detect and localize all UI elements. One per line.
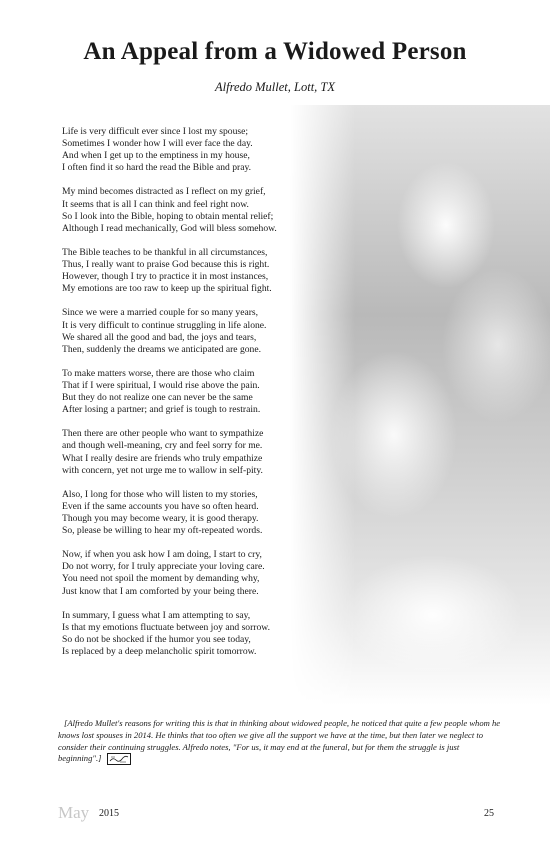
poem-line: We shared all the good and bad, the joys and tears, [62,331,257,343]
poem-line: What I really desire are friends who truly empathize [62,452,263,464]
poem-stanza [62,610,362,658]
page-number: 25 [484,808,494,819]
footer-year: 2015 [99,808,119,819]
poem-line: After losing a partner; and grief is tough to restrain. [62,404,261,416]
poem-body [62,126,362,670]
poem-line: However, though I try to practice it in most instances, [62,271,269,283]
poem-line: That if I were spiritual, I would rise above the pain. [62,379,260,391]
poem-line: Is replaced by a deep melancholic spirit tomorrow. [62,646,257,658]
poem-line: Then, suddenly the dreams we anticipated are gone. [62,343,261,355]
poem-line: Though you may become weary, it is good therapy. [62,513,259,524]
poem-line: Although I read mechanically, God will bless somehow. [62,222,277,234]
poem-line: Thus, I really want to praise God because this is right. [62,259,270,271]
poem-line: So I look into the Bible, hoping to obtain mental relief; [62,210,274,222]
poem-line: Also, I long for those who will listen to my stories, [62,488,258,500]
poem-line: But they do not realize one can never be the same [62,392,253,404]
poem-line: To make matters worse, there are those who claim [62,367,255,379]
author-note-text: [Alfredo Mullet's reasons for writing this is that in thinking about widowed people, he noticed that quite a few people whom he knows lost spouses in 2014. He thinks that too often we give all the support we have at the time, but then later we neglect to consider their continuing struggles. Alfredo notes, "For us, it may end at the funeral, but for them the struggle is just beginning".] [58,718,501,764]
poem-line: It seems that is all I can think and feel right now. [62,198,249,210]
poem-line: and though well-meaning, cry and feel sorry for me. [62,440,263,452]
poem-stanza [62,307,362,355]
author-note [58,718,504,765]
poem-line: Do not worry, for I truly appreciate your loving care. [62,561,265,573]
poem-line: with concern, yet not urge me to wallow in self-pity. [62,464,263,476]
article-title: An Appeal from a Widowed Person [83,38,467,65]
poem-stanza [62,186,362,234]
poem-line: Life is very difficult ever since I lost my spouse; [62,126,249,137]
poem-stanza [62,247,362,295]
poem-line: The Bible teaches to be thankful in all circumstances, [62,246,268,258]
poem-line: Since we were a married couple for so many years, [62,307,259,319]
poem-stanza [62,368,362,416]
end-of-article-icon [107,753,131,765]
author-byline: Alfredo Mullet, Lott, TX [214,80,336,94]
poem-line: So do not be shocked if the humor you see today, [62,633,251,645]
poem-line: My emotions are too raw to keep up the spiritual fight. [62,283,272,295]
poem-stanza [62,126,362,174]
poem-line: Is that my emotions fluctuate between joy and sorrow. [62,621,270,633]
footer-month: May [58,803,90,822]
poem-stanza [62,428,362,476]
poem-stanza [62,489,362,537]
poem-line: Now, if when you ask how I am doing, I start to cry, [62,549,262,561]
poem-stanza [62,549,362,597]
poem-line: Just know that I am comforted by your being there. [62,585,259,597]
poem-line: So, please be willing to hear my oft-repeated words. [62,525,263,537]
poem-line: It is very difficult to continue struggling in life alone. [62,319,267,331]
poem-line: You need not spoil the moment by demanding why, [62,573,260,585]
poem-line: Sometimes I wonder how I will ever face the day. [62,138,253,150]
poem-line: In summary, I guess what I am attempting to say, [62,609,251,621]
poem-line: I often find it so hard the read the Bible and pray. [62,162,252,174]
poem-line: Even if the same accounts you have so often heard. [62,500,259,512]
poem-line: Then there are other people who want to sympathize [62,428,264,440]
poem-line: And when I get up to the emptiness in my house, [62,150,250,162]
poem-line: My mind becomes distracted as I reflect on my grief, [62,186,266,198]
